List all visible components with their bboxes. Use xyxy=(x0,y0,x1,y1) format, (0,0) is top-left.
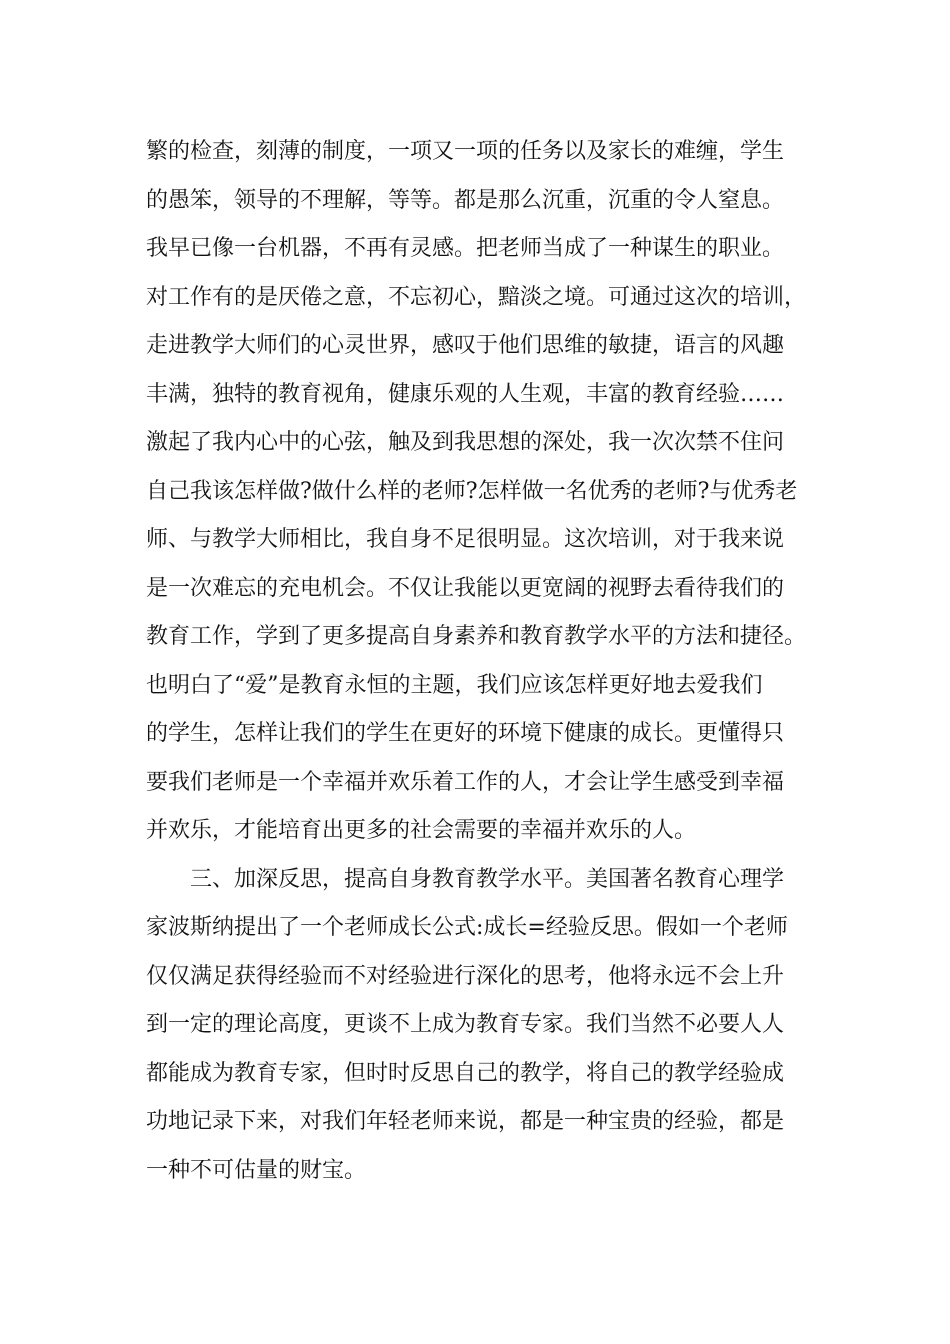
text-line: 并欢乐，才能培育出更多的社会需要的幸福并欢乐的人。 xyxy=(146,818,697,843)
text-line: 家波斯纳提出了一个老师成长公式:成长=经验反思。假如一个老师 xyxy=(146,915,788,940)
body-text xyxy=(146,128,826,1195)
text-line: 功地记录下来，对我们年轻老师来说，都是一种宝贵的经验，都是 xyxy=(146,1109,785,1134)
text-line: 是一次难忘的充电机会。不仅让我能以更宽阔的视野去看待我们的 xyxy=(146,575,785,601)
text-line: 自己我该怎样做?做什么样的老师?怎样做一名优秀的老师?与优秀老 xyxy=(146,478,798,504)
paragraph-start-line: 三、加深反思，提高自身教育教学水平。美国著名教育心理学 xyxy=(190,866,785,892)
text-line: 也明白了“爱”是教育永恒的主题，我们应该怎样更好地去爱我们 xyxy=(146,672,763,698)
text-line: 走进教学大师们的心灵世界，感叹于他们思维的敏捷，语言的风趣 xyxy=(146,333,785,358)
text-line: 的愚笨，领导的不理解，等等。都是那么沉重，沉重的令人窒息。 xyxy=(146,187,785,213)
text-line: 教育工作，学到了更多提高自身素养和教育教学水平的方法和捷径。 xyxy=(146,624,807,649)
text-line: 师、与教学大师相比，我自身不足很明显。这次培训，对于我来说 xyxy=(146,527,785,552)
text-line: 的学生，怎样让我们的学生在更好的环境下健康的成长。更懂得只 xyxy=(146,721,785,746)
text-line: 繁的检查，刻薄的制度，一项又一项的任务以及家长的难缠，学生 xyxy=(146,139,785,164)
text-line: 一种不可估量的财宝。 xyxy=(146,1157,367,1183)
text-line: 仅仅满足获得经验而不对经验进行深化的思考，他将永远不会上升 xyxy=(146,963,785,989)
text-line: 我早已像一台机器，不再有灵感。把老师当成了一种谋生的职业。 xyxy=(146,236,785,261)
text-line: 对工作有的是厌倦之意，不忘初心，黯淡之境。可通过这次的培训， xyxy=(146,284,807,310)
text-line: 都能成为教育专家，但时时反思自己的教学，将自己的教学经验成 xyxy=(146,1060,785,1086)
text-line: 到一定的理论高度，更谈不上成为教育专家。我们当然不必要人人 xyxy=(146,1012,785,1037)
text-line: 丰满，独特的教育视角，健康乐观的人生观，丰富的教育经验…… xyxy=(146,381,785,407)
text-line: 要我们老师是一个幸福并欢乐着工作的人，才会让学生感受到幸福 xyxy=(146,769,785,795)
text-line: 激起了我内心中的心弦，触及到我思想的深处，我一次次禁不住问 xyxy=(146,430,785,455)
